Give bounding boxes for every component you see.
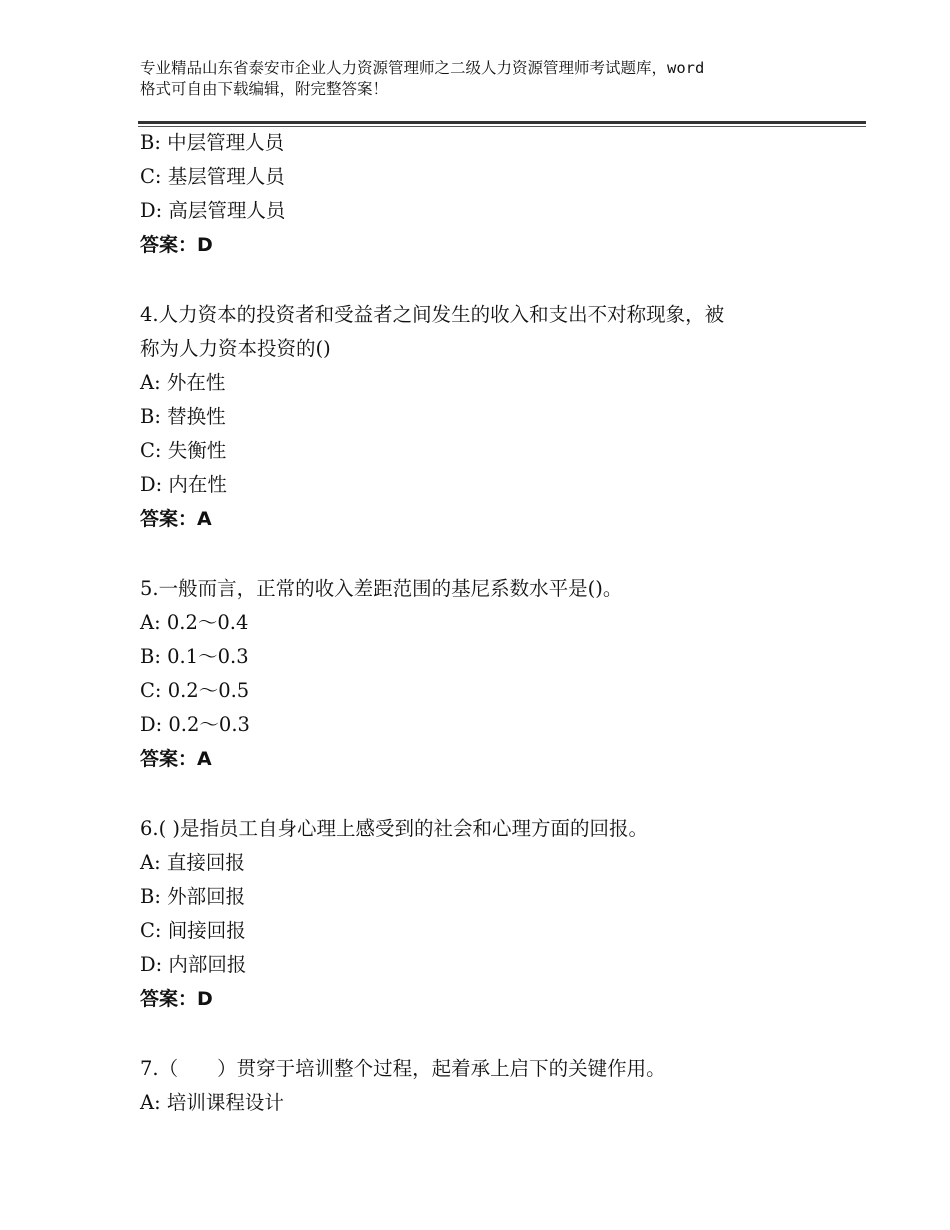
option-c: C: 失衡性 [140,439,227,462]
question-5 [140,572,820,776]
option-a: A: 外在性 [140,371,226,394]
question-stem: 6.( )是指员工自身心理上感受到的社会和心理方面的回报。 [140,817,649,840]
spacer [140,536,820,572]
option-d: D: 内在性 [140,473,227,496]
spacer [140,1016,820,1052]
header-line-1: 专业精品山东省泰安市企业人力资源管理师之二级人力资源管理师考试题库，word [140,59,705,77]
answer: 答案：D [140,988,213,1010]
option-c: C: 间接回报 [140,919,246,942]
question-list [140,126,820,1120]
option-a: A: 培训课程设计 [140,1091,284,1114]
question-6 [140,812,820,1016]
option-a: A: 直接回报 [140,851,245,874]
answer: 答案：A [140,508,212,530]
question-4 [140,298,820,536]
header-divider-thick [138,121,866,124]
option-d: D: 0.2～0.3 [140,713,250,736]
question-stem: 5.一般而言，正常的收入差距范围的基尼系数水平是()。 [140,577,623,600]
question-3 [140,126,820,262]
spacer [140,262,820,298]
option-b: B: 替换性 [140,405,226,428]
document-header [140,58,840,100]
question-stem-line-1: 4.人力资本的投资者和受益者之间发生的收入和支出不对称现象，被 [140,303,725,326]
question-stem-line-2: 称为人力资本投资的() [140,337,331,360]
option-b: B: 外部回报 [140,885,246,908]
question-stem: 7.（ ）贯穿于培训整个过程，起着承上启下的关键作用。 [140,1057,666,1080]
option-c: C: 0.2～0.5 [140,679,250,702]
question-7 [140,1052,820,1120]
answer: 答案：A [140,748,212,770]
answer: 答案：D [140,234,213,256]
option-d: D: 内部回报 [140,953,247,976]
option-c: C: 基层管理人员 [140,165,285,188]
option-b: B: 中层管理人员 [140,131,285,154]
option-d: D: 高层管理人员 [140,199,286,222]
header-line-2: 格式可自由下载编辑，附完整答案！ [140,80,389,98]
spacer [140,776,820,812]
option-b: B: 0.1～0.3 [140,645,249,668]
option-a: A: 0.2～0.4 [140,611,249,634]
